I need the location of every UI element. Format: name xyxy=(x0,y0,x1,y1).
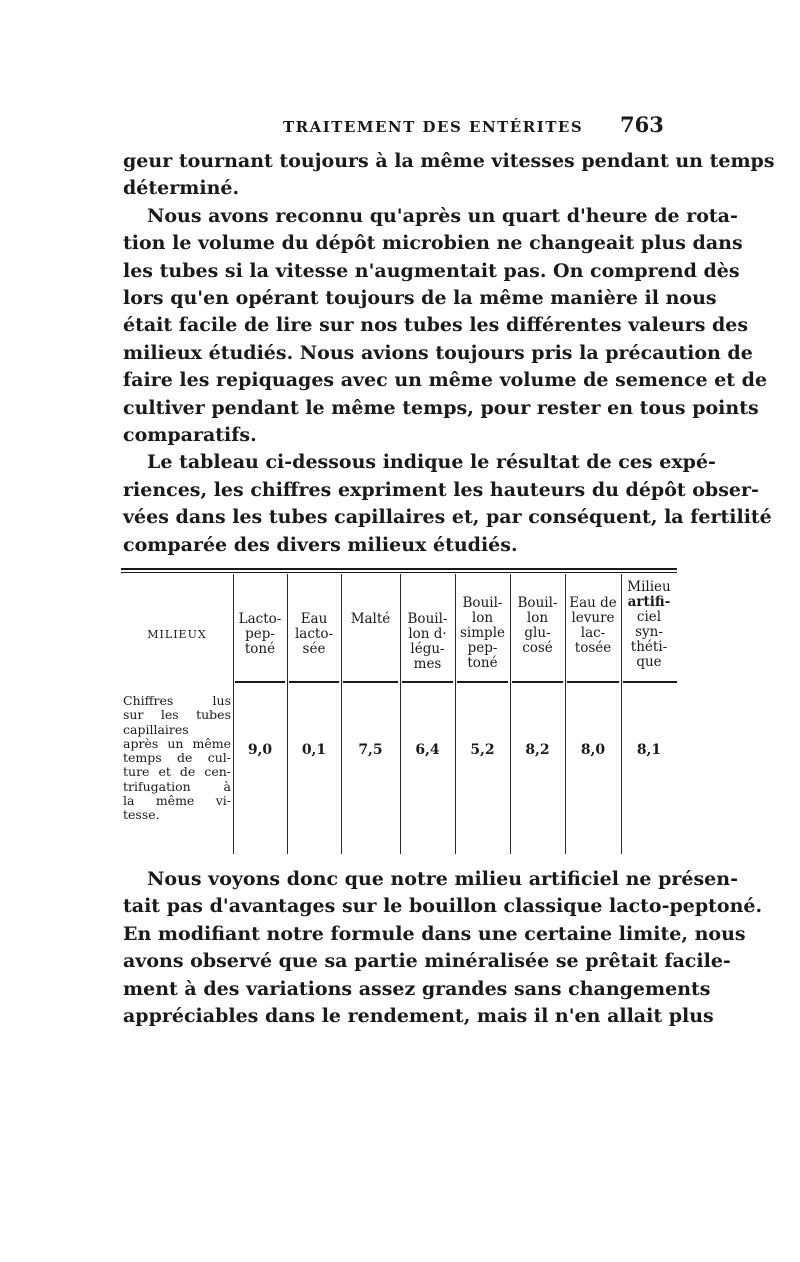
row-label-line: trifugation à xyxy=(123,778,231,794)
header-line: toné xyxy=(244,641,276,657)
text-line: comparée des divers milieux étudiés. xyxy=(123,533,518,556)
text-line: déterminé. xyxy=(123,177,240,200)
header-line: Bouil- xyxy=(407,611,448,627)
header-line: Malté xyxy=(350,611,391,627)
text-line: vées dans les tubes capillaires et, par conséquent, la fertilité xyxy=(123,506,772,529)
column-header xyxy=(341,612,400,627)
column-header xyxy=(287,612,341,657)
table-top-rule-thin xyxy=(121,572,677,573)
header-line: Eau de xyxy=(569,595,617,611)
text-line: ment à des variations assez grandes sans changements xyxy=(123,977,711,1000)
header-line: glu- xyxy=(524,625,551,641)
value-cell: 7,5 xyxy=(358,742,383,758)
header-line: légu- xyxy=(410,641,445,657)
header-line: pep- xyxy=(245,626,275,642)
header-underline xyxy=(512,681,563,683)
text-line: Nous voyons donc que notre milieu artificiel ne présen- xyxy=(147,868,738,890)
text-line: tion le volume du dépôt microbien ne changeait plus dans xyxy=(123,232,743,255)
text-line: les tubes si la vitesse n'augmentait pas. On comprend dès xyxy=(123,259,740,282)
header-line: lac- xyxy=(580,625,606,641)
row-label xyxy=(123,694,231,823)
column-header xyxy=(400,612,455,672)
header-line: levure xyxy=(571,610,615,626)
header-underline xyxy=(235,681,285,683)
header-underline xyxy=(402,681,453,683)
row-label-line: tesse. xyxy=(123,807,160,823)
header-line: Milieu xyxy=(627,579,671,595)
text-line: Nous avons reconnu qu'après un quart d'heure de rota- xyxy=(147,204,738,227)
header-line: lon d· xyxy=(408,626,447,642)
page-number: 763 xyxy=(620,112,664,137)
text-line: tait pas d'avantages sur le bouillon classique lacto-peptoné. xyxy=(123,895,763,918)
header-line: Lacto- xyxy=(238,611,282,627)
row-label-line: Chiffres lus xyxy=(123,693,231,708)
value-cell: 0,1 xyxy=(301,742,327,758)
value-cell: 8,1 xyxy=(636,742,662,758)
header-line: lon xyxy=(471,610,494,626)
header-line: simple xyxy=(460,625,505,641)
row-label-line: sur les tubes xyxy=(123,707,231,723)
text-line: Le tableau ci-dessous indique le résultat de ces expé- xyxy=(147,451,716,474)
body-text-bottom xyxy=(123,866,763,1030)
text-line: comparatifs. xyxy=(123,424,257,447)
header-line: ciel xyxy=(636,609,662,625)
row-label-line: après un même xyxy=(123,735,231,751)
text-line: était facile de lire sur nos tubes les différentes valeurs des xyxy=(123,314,749,337)
header-underline xyxy=(623,681,677,683)
header-line: sée xyxy=(302,641,326,657)
row-label-line: ture et de cen- xyxy=(123,764,231,780)
header-line: lacto- xyxy=(294,626,334,642)
row-label-line: temps de cul- xyxy=(123,750,231,766)
text-line: appréciables dans le rendement, mais il n'en allait plus xyxy=(123,1005,714,1028)
header-line: pep- xyxy=(467,640,498,656)
header-underline xyxy=(457,681,508,683)
value-cell: 6,4 xyxy=(415,742,440,758)
column-header xyxy=(510,596,565,656)
column-header xyxy=(565,596,621,656)
header-line: mes xyxy=(413,656,442,672)
value-cell: 5,2 xyxy=(470,742,495,758)
results-table xyxy=(121,568,677,858)
text-line: faire les repiquages avec un même volume de semence et de xyxy=(123,369,768,392)
row-label-line: la même vi- xyxy=(123,793,231,809)
header-line: Eau xyxy=(300,611,328,627)
text-line: cultiver pendant le même temps, pour rester en tous points xyxy=(123,396,759,419)
value-cell: 8,2 xyxy=(525,742,550,758)
body-text-top xyxy=(123,148,775,559)
header-line: cosé xyxy=(522,640,553,656)
table-top-rule xyxy=(121,568,677,570)
column-header xyxy=(621,580,677,670)
header-line: Bouil- xyxy=(517,595,558,611)
header-line: tosée xyxy=(574,640,612,656)
column-header xyxy=(455,596,510,671)
corner-label: MILIEUX xyxy=(147,628,207,641)
header-underline xyxy=(343,681,398,683)
text-line: riences, les chiffres expriment les hauteurs du dépôt obser- xyxy=(123,478,759,501)
row-label-line: capillaires xyxy=(123,721,189,737)
value-cell: 8,0 xyxy=(580,742,606,758)
header-line: lon xyxy=(526,610,549,626)
header-line: artifi- xyxy=(627,594,671,610)
header-underline xyxy=(289,681,339,683)
value-cell: 9,0 xyxy=(247,742,273,758)
header-line: théti- xyxy=(630,639,668,655)
running-title: TRAITEMENT DES ENTÉRITES xyxy=(283,118,584,136)
text-line: avons observé que sa partie minéralisée se prêtait facile- xyxy=(123,950,731,973)
header-line: syn- xyxy=(635,624,663,640)
text-line: En modifiant notre formule dans une certaine limite, nous xyxy=(123,922,746,945)
text-line: lors qu'en opérant toujours de la même manière il nous xyxy=(123,287,717,310)
header-underline xyxy=(567,681,619,683)
text-line: milieux étudiés. Nous avions toujours pris la précaution de xyxy=(123,341,753,364)
header-line: toné xyxy=(467,655,498,671)
text-line: geur tournant toujours à la même vitesses pendant un temps xyxy=(123,150,775,172)
header-line: Bouil- xyxy=(462,595,503,611)
column-header xyxy=(233,612,287,657)
header-line: que xyxy=(636,654,662,670)
